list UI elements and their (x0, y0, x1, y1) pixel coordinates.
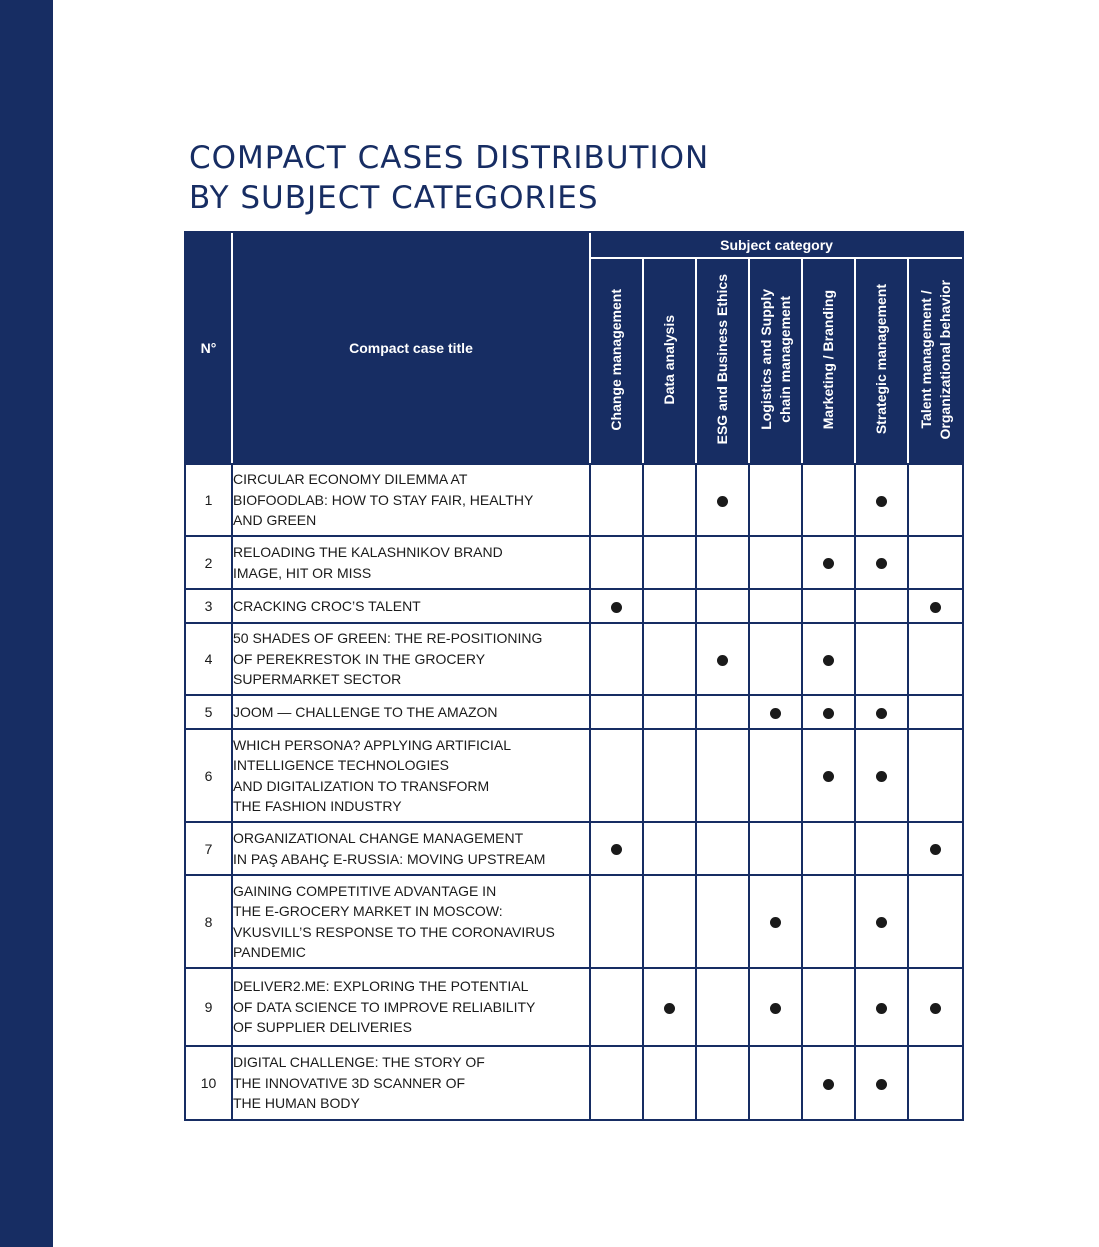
row-number: 10 (186, 1045, 233, 1119)
row-number: 6 (186, 728, 233, 821)
mark-cell-strategic-management (856, 874, 909, 967)
mark-cell-change-management (591, 463, 644, 535)
category-label: Talent management / Organizational behavior (917, 279, 953, 440)
mark-cell-logistics-supply-chain (750, 821, 803, 874)
header-case-title: Compact case title (233, 233, 591, 463)
row-number: 2 (186, 535, 233, 588)
marker-dot-icon (930, 1003, 941, 1014)
mark-cell-marketing-branding (803, 588, 856, 622)
category-label: Strategic management (873, 284, 889, 435)
table-header (186, 233, 962, 463)
marker-dot-icon (823, 655, 834, 666)
page-title-line-2: BY SUBJECT CATEGORIES (189, 180, 599, 216)
header-row-group (186, 233, 962, 259)
table-row (186, 535, 962, 588)
mark-cell-logistics-supply-chain (750, 535, 803, 588)
table-row (186, 622, 962, 694)
table-row (186, 463, 962, 535)
mark-cell-logistics-supply-chain (750, 622, 803, 694)
mark-cell-logistics-supply-chain (750, 1045, 803, 1119)
mark-cell-talent-management (909, 821, 962, 874)
mark-cell-esg-business-ethics (697, 588, 750, 622)
mark-cell-esg-business-ethics (697, 535, 750, 588)
mark-cell-strategic-management (856, 728, 909, 821)
mark-cell-strategic-management (856, 622, 909, 694)
table-row (186, 967, 962, 1045)
mark-cell-marketing-branding (803, 463, 856, 535)
mark-cell-esg-business-ethics (697, 874, 750, 967)
mark-cell-strategic-management (856, 588, 909, 622)
mark-cell-change-management (591, 821, 644, 874)
marker-dot-icon (876, 1003, 887, 1014)
mark-cell-change-management (591, 728, 644, 821)
marker-dot-icon (770, 917, 781, 928)
row-case-title: RELOADING THE KALASHNIKOV BRAND IMAGE, HIT OR MISS (233, 535, 591, 588)
row-case-title: GAINING COMPETITIVE ADVANTAGE IN THE E-GROCERY MARKET IN MOSCOW: VKUSVILL’S RESPONSE TO THE CORONAVIRUS PANDEMIC (233, 874, 591, 967)
row-number: 3 (186, 588, 233, 622)
mark-cell-change-management (591, 588, 644, 622)
table-row (186, 728, 962, 821)
row-number: 7 (186, 821, 233, 874)
marker-dot-icon (611, 844, 622, 855)
mark-cell-talent-management (909, 967, 962, 1045)
header-category-strategic-management (856, 259, 909, 463)
mark-cell-change-management (591, 874, 644, 967)
table-row (186, 874, 962, 967)
mark-cell-talent-management (909, 728, 962, 821)
mark-cell-marketing-branding (803, 728, 856, 821)
mark-cell-data-analysis (644, 622, 697, 694)
marker-dot-icon (664, 1003, 675, 1014)
mark-cell-strategic-management (856, 1045, 909, 1119)
mark-cell-data-analysis (644, 694, 697, 728)
marker-dot-icon (930, 844, 941, 855)
row-number: 4 (186, 622, 233, 694)
table-row (186, 821, 962, 874)
mark-cell-talent-management (909, 463, 962, 535)
header-category-talent-management (909, 259, 962, 463)
mark-cell-strategic-management (856, 694, 909, 728)
marker-dot-icon (876, 496, 887, 507)
row-number: 9 (186, 967, 233, 1045)
mark-cell-data-analysis (644, 463, 697, 535)
marker-dot-icon (611, 602, 622, 613)
marker-dot-icon (876, 558, 887, 569)
mark-cell-marketing-branding (803, 622, 856, 694)
mark-cell-change-management (591, 1045, 644, 1119)
mark-cell-change-management (591, 694, 644, 728)
category-label: ESG and Business Ethics (714, 274, 730, 445)
mark-cell-talent-management (909, 1045, 962, 1119)
mark-cell-strategic-management (856, 463, 909, 535)
mark-cell-esg-business-ethics (697, 821, 750, 874)
mark-cell-strategic-management (856, 535, 909, 588)
category-label: Logistics and Supply chain management (757, 289, 793, 430)
marker-dot-icon (930, 602, 941, 613)
category-label: Marketing / Branding (820, 289, 836, 430)
row-case-title: CIRCULAR ECONOMY DILEMMA AT BIOFOODLAB: HOW TO STAY FAIR, HEALTHY AND GREEN (233, 463, 591, 535)
mark-cell-marketing-branding (803, 967, 856, 1045)
mark-cell-esg-business-ethics (697, 694, 750, 728)
table-row (186, 588, 962, 622)
mark-cell-talent-management (909, 588, 962, 622)
side-accent-bar (0, 0, 53, 1247)
mark-cell-talent-management (909, 694, 962, 728)
marker-dot-icon (823, 708, 834, 719)
mark-cell-change-management (591, 535, 644, 588)
page-title (189, 138, 709, 218)
mark-cell-talent-management (909, 622, 962, 694)
row-case-title: WHICH PERSONA? APPLYING ARTIFICIAL INTELLIGENCE TECHNOLOGIES AND DIGITALIZATION TO TRANSFORM THE FASHION INDUSTRY (233, 728, 591, 821)
mark-cell-marketing-branding (803, 694, 856, 728)
header-category-logistics-supply-chain (750, 259, 803, 463)
header-category-change-management (591, 259, 644, 463)
mark-cell-change-management (591, 622, 644, 694)
mark-cell-talent-management (909, 535, 962, 588)
mark-cell-marketing-branding (803, 821, 856, 874)
marker-dot-icon (876, 708, 887, 719)
row-case-title: CRACKING CROC’S TALENT (233, 588, 591, 622)
mark-cell-data-analysis (644, 588, 697, 622)
row-number: 1 (186, 463, 233, 535)
mark-cell-strategic-management (856, 967, 909, 1045)
header-category-esg-business-ethics (697, 259, 750, 463)
marker-dot-icon (823, 1079, 834, 1090)
mark-cell-data-analysis (644, 821, 697, 874)
row-case-title: DIGITAL CHALLENGE: THE STORY OF THE INNOVATIVE 3D SCANNER OF THE HUMAN BODY (233, 1045, 591, 1119)
table-row (186, 1045, 962, 1119)
row-case-title: JOOM — CHALLENGE TO THE AMAZON (233, 694, 591, 728)
category-label: Change management (608, 288, 624, 431)
mark-cell-logistics-supply-chain (750, 728, 803, 821)
mark-cell-logistics-supply-chain (750, 694, 803, 728)
header-number: N° (186, 233, 233, 463)
mark-cell-esg-business-ethics (697, 622, 750, 694)
mark-cell-marketing-branding (803, 535, 856, 588)
marker-dot-icon (770, 708, 781, 719)
marker-dot-icon (876, 917, 887, 928)
mark-cell-data-analysis (644, 535, 697, 588)
marker-dot-icon (770, 1003, 781, 1014)
row-case-title: ORGANIZATIONAL CHANGE MANAGEMENT IN PAŞ ABAHÇ E-RUSSIA: MOVING UPSTREAM (233, 821, 591, 874)
marker-dot-icon (717, 496, 728, 507)
row-number: 8 (186, 874, 233, 967)
mark-cell-logistics-supply-chain (750, 463, 803, 535)
mark-cell-data-analysis (644, 874, 697, 967)
header-category-marketing-branding (803, 259, 856, 463)
mark-cell-logistics-supply-chain (750, 874, 803, 967)
mark-cell-data-analysis (644, 728, 697, 821)
header-subject-category: Subject category (591, 233, 962, 259)
mark-cell-esg-business-ethics (697, 1045, 750, 1119)
mark-cell-marketing-branding (803, 874, 856, 967)
marker-dot-icon (823, 771, 834, 782)
mark-cell-esg-business-ethics (697, 463, 750, 535)
category-label: Data analysis (661, 314, 677, 405)
marker-dot-icon (876, 1079, 887, 1090)
mark-cell-strategic-management (856, 821, 909, 874)
marker-dot-icon (823, 558, 834, 569)
row-case-title: DELIVER2.ME: EXPLORING THE POTENTIAL OF DATA SCIENCE TO IMPROVE RELIABILITY OF SUPPLIER DELIVERIES (233, 967, 591, 1045)
mark-cell-change-management (591, 967, 644, 1045)
table-body (186, 463, 962, 1119)
marker-dot-icon (717, 655, 728, 666)
header-category-data-analysis (644, 259, 697, 463)
mark-cell-esg-business-ethics (697, 728, 750, 821)
mark-cell-logistics-supply-chain (750, 588, 803, 622)
mark-cell-esg-business-ethics (697, 967, 750, 1045)
marker-dot-icon (876, 771, 887, 782)
page-title-line-1: COMPACT CASES DISTRIBUTION (189, 140, 710, 176)
mark-cell-talent-management (909, 874, 962, 967)
cases-table (184, 231, 964, 1121)
mark-cell-marketing-branding (803, 1045, 856, 1119)
row-case-title: 50 SHADES OF GREEN: THE RE-POSITIONING OF PEREKRESTOK IN THE GROCERY SUPERMARKET SECTOR (233, 622, 591, 694)
mark-cell-data-analysis (644, 967, 697, 1045)
mark-cell-logistics-supply-chain (750, 967, 803, 1045)
table-row (186, 694, 962, 728)
mark-cell-data-analysis (644, 1045, 697, 1119)
row-number: 5 (186, 694, 233, 728)
